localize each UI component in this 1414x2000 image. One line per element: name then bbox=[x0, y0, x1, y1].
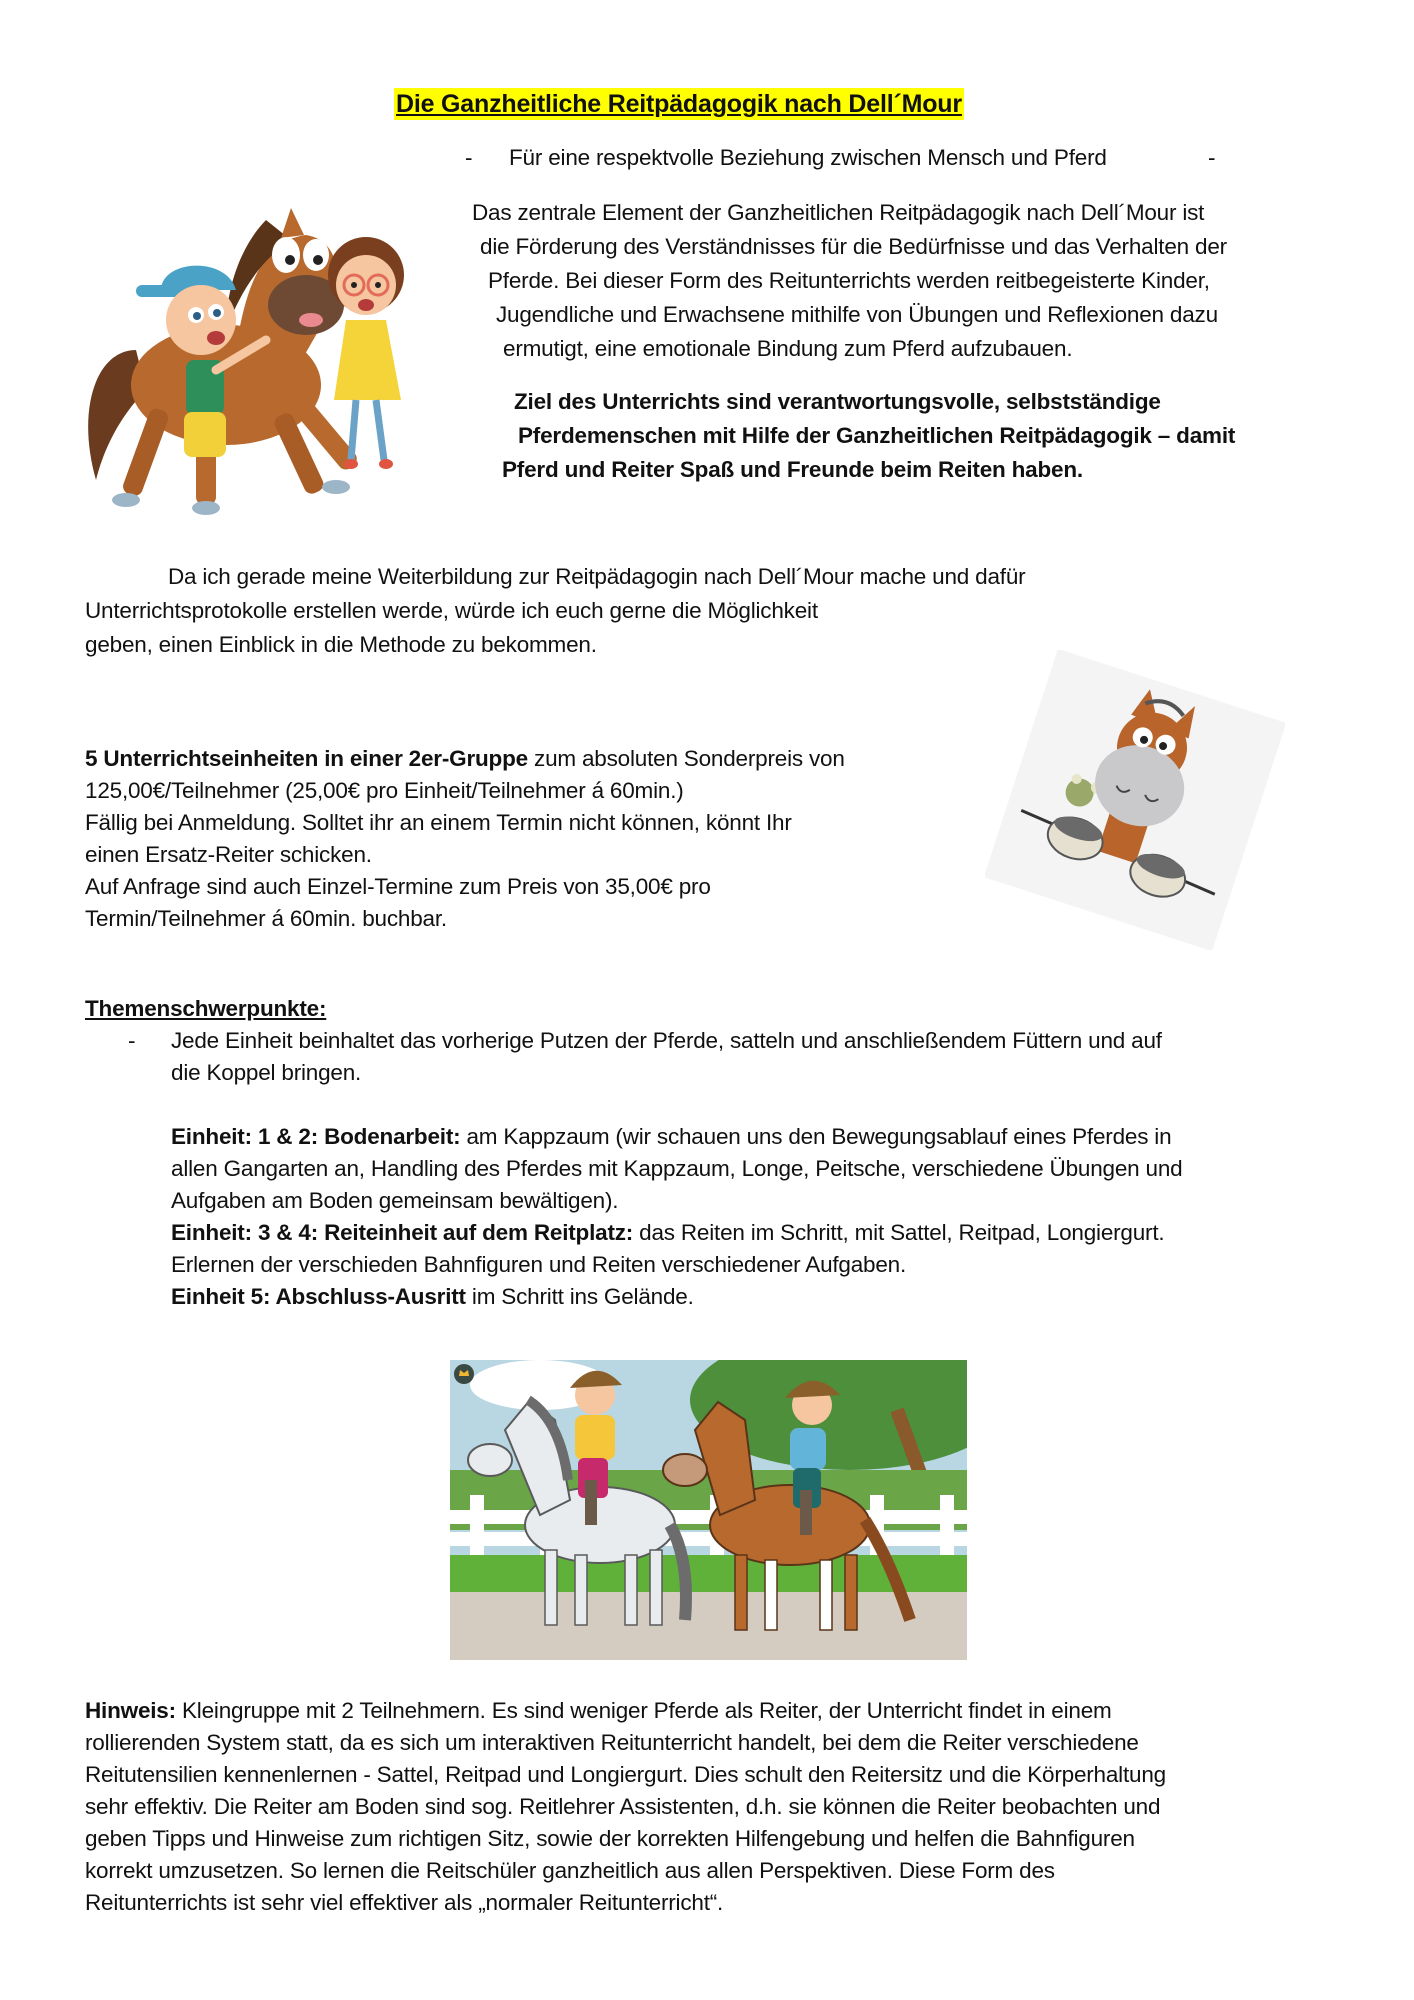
note-line: Reitutensilien kennenlernen - Sattel, Reitpad und Longiergurt. Dies schult den Reitersitz und die Körperhaltung bbox=[85, 1762, 1166, 1787]
unit-3-4-label: Einheit: 3 & 4: Reiteinheit auf dem Reitplatz: bbox=[171, 1220, 634, 1245]
offer-lead bbox=[85, 743, 845, 775]
topics-bullet-line: Jede Einheit beinhaltet das vorherige Putzen der Pferde, satteln und anschließendem Füttern und auf bbox=[171, 1028, 1162, 1053]
pony-illustration bbox=[985, 650, 1285, 950]
unit-3-4-text: das Reiten im Schritt, mit Sattel, Reitpad, Longiergurt. bbox=[633, 1220, 1165, 1245]
note-label: Hinweis: bbox=[85, 1698, 176, 1723]
unit-3-4 bbox=[171, 1217, 1164, 1249]
note-line: Reitunterrichts ist sehr viel effektiver als „normaler Reitunterricht“. bbox=[85, 1890, 724, 1915]
topics-bullet-line: die Koppel bringen. bbox=[171, 1060, 362, 1085]
goal-line: Pferdemenschen mit Hilfe der Ganzheitlichen Reitpädagogik – damit bbox=[518, 423, 1236, 448]
note-line: geben Tipps und Hinweise zum richtigen Sitz, sowie der korrekten Hilfengebung und helfen die Bahnfiguren bbox=[85, 1826, 1135, 1851]
unit-1-2-text: am Kappzaum (wir schauen uns den Bewegungsablauf eines Pferdes in bbox=[460, 1124, 1172, 1149]
unit-1-2-line: allen Gangarten an, Handling des Pferdes mit Kappzaum, Longe, Peitsche, verschiedene Übungen und bbox=[171, 1156, 1183, 1181]
unit-5 bbox=[171, 1281, 694, 1313]
page-title: Die Ganzheitliche Reitpädagogik nach Dell´Mour bbox=[396, 90, 962, 118]
unit-1-2 bbox=[171, 1121, 1171, 1153]
offer-line: einen Ersatz-Reiter schicken. bbox=[85, 842, 372, 867]
note-line: rollierenden System statt, da es sich um interaktiven Reitunterricht handelt, bei dem die Reiter verschiedene bbox=[85, 1730, 1139, 1755]
note-line: korrekt umzusetzen. So lernen die Reitschüler ganzheitlich aus allen Perspektiven. Diese Form des bbox=[85, 1858, 1055, 1883]
offer-line: 125,00€/Teilnehmer (25,00€ pro Einheit/Teilnehmer á 60min.) bbox=[85, 778, 684, 803]
unit-5-label: Einheit 5: Abschluss-Ausritt bbox=[171, 1284, 466, 1309]
goal-line: Ziel des Unterrichts sind verantwortungsvolle, selbstständige bbox=[514, 389, 1161, 414]
note-line: sehr effektiv. Die Reiter am Boden sind sog. Reitlehrer Assistenten, d.h. sie können die Reiter beobachten und bbox=[85, 1794, 1161, 1819]
note-text: Kleingruppe mit 2 Teilnehmern. Es sind weniger Pferde als Reiter, der Unterricht findet in einem bbox=[175, 1698, 1112, 1723]
horse-kids-illustration bbox=[66, 200, 466, 530]
offer-line: Auf Anfrage sind auch Einzel-Termine zum Preis von 35,00€ pro bbox=[85, 874, 711, 899]
note-first-line bbox=[85, 1695, 1112, 1727]
subtitle: Für eine respektvolle Beziehung zwischen Mensch und Pferd bbox=[509, 145, 1107, 170]
riding-kids-illustration bbox=[450, 1360, 967, 1660]
topics-bullet: - bbox=[128, 1028, 136, 1053]
offer-line: Fällig bei Anmeldung. Solltet ihr an einem Termin nicht können, könnt Ihr bbox=[85, 810, 792, 835]
subtitle-dash-right: - bbox=[1208, 145, 1216, 170]
unit-1-2-label: Einheit: 1 & 2: Bodenarbeit: bbox=[171, 1124, 461, 1149]
intro-line: die Förderung des Verständnisses für die Bedürfnisse und das Verhalten der bbox=[480, 234, 1227, 259]
motivation-line: geben, einen Einblick in die Methode zu bekommen. bbox=[85, 632, 597, 657]
motivation-line: Da ich gerade meine Weiterbildung zur Reitpädagogin nach Dell´Mour mache und dafür bbox=[168, 564, 1026, 589]
intro-line: Das zentrale Element der Ganzheitlichen Reitpädagogik nach Dell´Mour ist bbox=[472, 200, 1205, 225]
intro-line: Pferde. Bei dieser Form des Reitunterrichts werden reitbegeisterte Kinder, bbox=[488, 268, 1210, 293]
motivation-line: Unterrichtsprotokolle erstellen werde, würde ich euch gerne die Möglichkeit bbox=[85, 598, 818, 623]
offer-line: Termin/Teilnehmer á 60min. buchbar. bbox=[85, 906, 447, 931]
unit-3-4-line: Erlernen der verschieden Bahnfiguren und Reiten verschiedener Aufgaben. bbox=[171, 1252, 907, 1277]
unit-5-text: im Schritt ins Gelände. bbox=[465, 1284, 694, 1309]
subtitle-dash-left: - bbox=[465, 145, 473, 170]
offer-lead-rest: zum absoluten Sonderpreis von bbox=[527, 746, 845, 771]
intro-line: ermutigt, eine emotionale Bindung zum Pferd aufzubauen. bbox=[503, 336, 1073, 361]
intro-line: Jugendliche und Erwachsene mithilfe von Übungen und Reflexionen dazu bbox=[496, 302, 1218, 327]
goal-line: Pferd und Reiter Spaß und Freunde beim Reiten haben. bbox=[502, 457, 1083, 482]
unit-1-2-line: Aufgaben am Boden gemeinsam bewältigen). bbox=[171, 1188, 619, 1213]
topics-heading: Themenschwerpunkte: bbox=[85, 996, 327, 1021]
offer-lead-bold: 5 Unterrichtseinheiten in einer 2er-Gruppe bbox=[85, 746, 528, 771]
